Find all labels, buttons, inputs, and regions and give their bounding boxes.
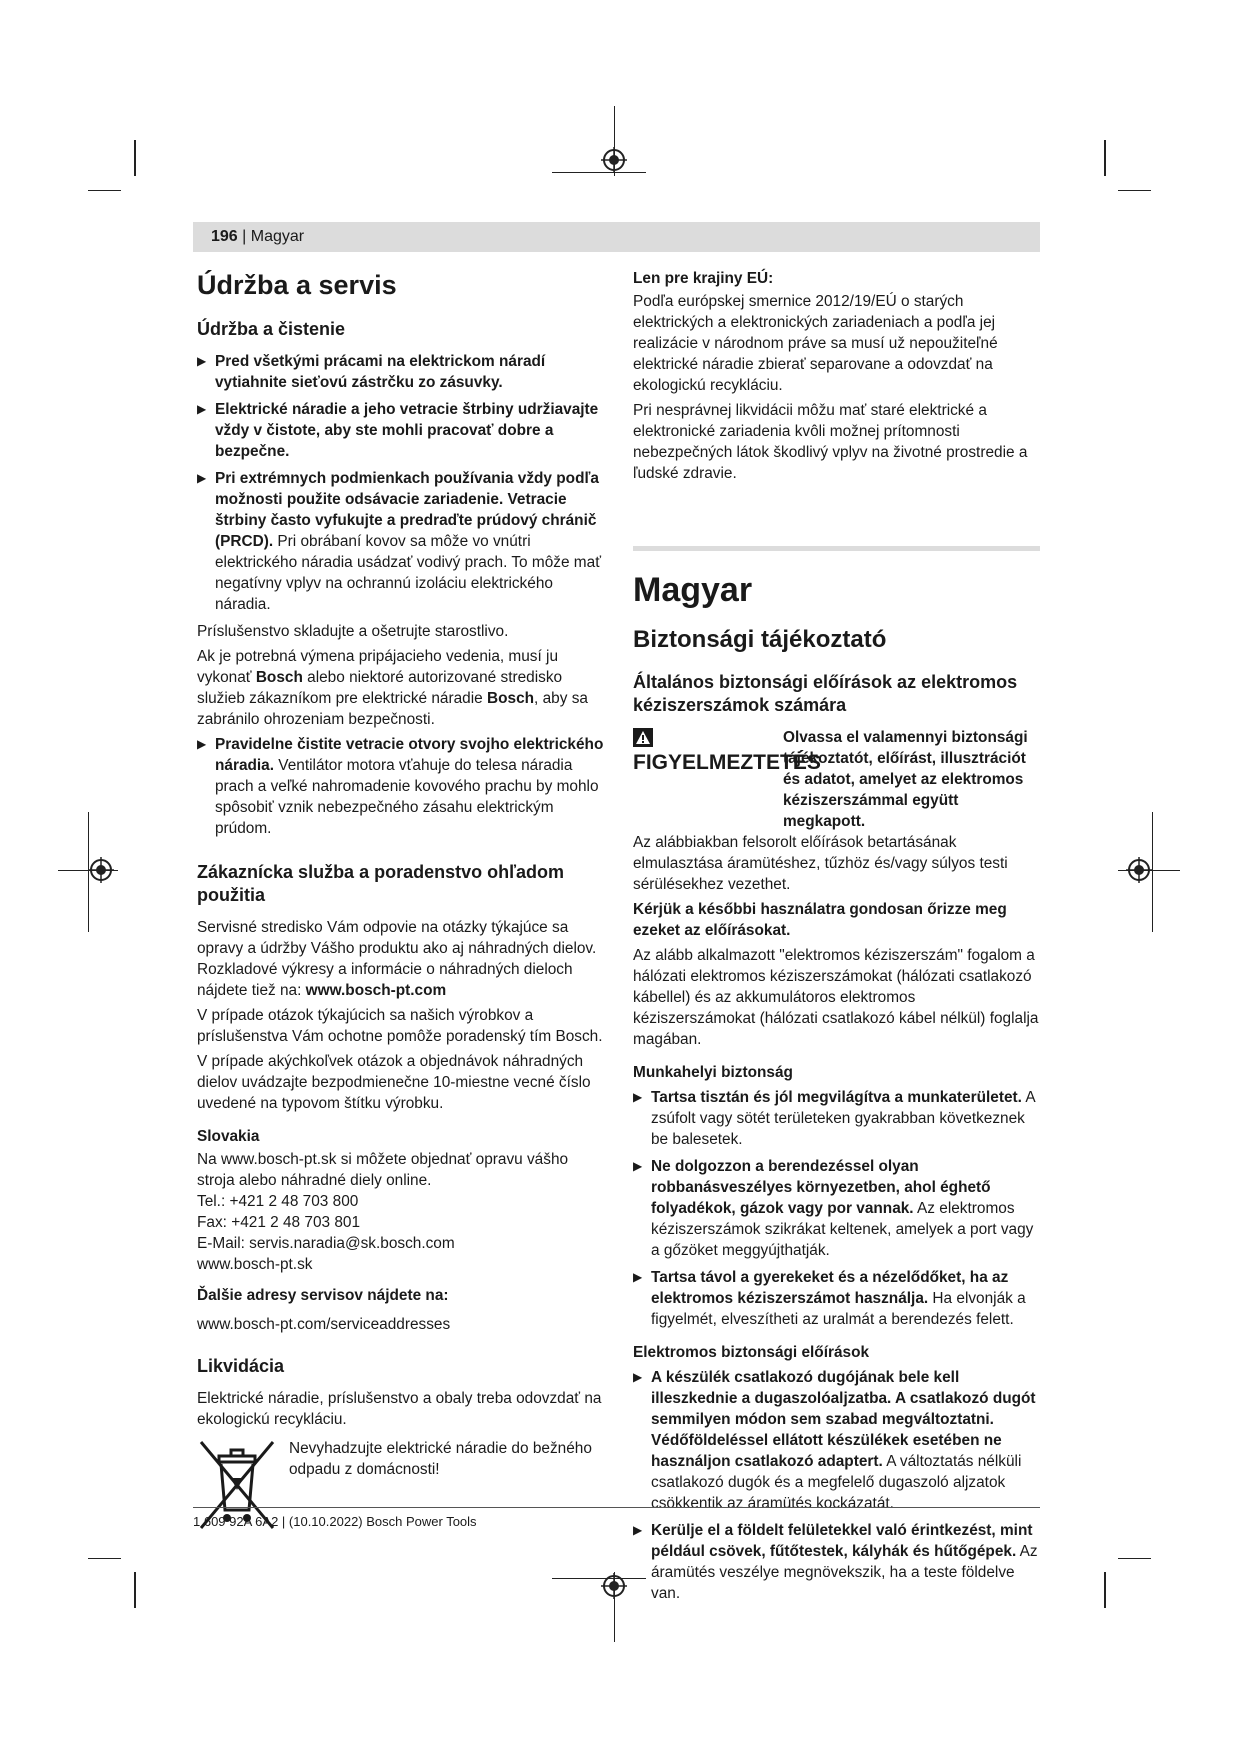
eu-title: Len pre krajiny EÚ: xyxy=(633,270,774,287)
page-footer xyxy=(193,1507,1040,1529)
crop-mark xyxy=(552,1578,646,1579)
triangle-right-icon: ▶ xyxy=(633,1523,643,1537)
section-divider xyxy=(633,546,1040,551)
list-item: ▶ Pravidelne čistite vetracie otvory svojho elektrického náradia. Ventilátor motora vťahuje do telesa náradia prach a veľké nahromadenie kovového prachu by mohlo spôsobiť vznik nebezpečného zásahu elektrickým prúdom. xyxy=(197,736,604,837)
crop-mark xyxy=(552,172,646,173)
triangle-right-icon: ▶ xyxy=(197,737,207,751)
paragraph: V prípade akýchkoľvek otázok a objednávok náhradných dielov uvádzajte bezpodmienečne 10-miestne vecné číslo uvedené na typovom štítku výrobku. xyxy=(197,1053,591,1112)
paragraph: Az alábbiakban felsorolt előírások betartásának elmulasztása áramütéshez, tűzhöz és/vagy súlyos testi sérülésekhez vezethet. xyxy=(633,834,1008,893)
section-title-safety: Biztonsági tájékoztató xyxy=(633,626,887,653)
crop-mark xyxy=(1118,190,1151,191)
warning-label: FIGYELMEZTETÉS xyxy=(633,751,821,774)
list-item: ▶ Ne dolgozzon a berendezéssel olyan robbanásveszélyes környezetben, ahol éghető folyadékok, gázok vagy por vannak. Az elektromos kéziszerszámok szikrákat keltenek, amelyek a port vagy a gőzöket meggyújthatják. xyxy=(633,1158,1034,1259)
triangle-right-icon: ▶ xyxy=(197,402,207,416)
triangle-right-icon: ▶ xyxy=(633,1270,643,1284)
list-item: ▶ Elektrické náradie a jeho vetracie štrbiny udržiavajte vždy v čistote, aby ste mohli pracovať dobre a bezpečne. xyxy=(197,401,599,460)
paragraph: Az alább alkalmazott "elektromos kéziszerszám" fogalom a hálózati elektromos kéziszerszámokat (hálózati csatlakozó kábellel) és az akkumulátoros elektromos kéziszerszámokat (hálózati csatlakozó kábel nélkül) foglalja magában. xyxy=(633,947,1039,1048)
electric-safety-title: Elektromos biztonsági előírások xyxy=(633,1344,870,1361)
footer-text: 1 609 92A 6A2 | (10.10.2022) Bosch Power Tools xyxy=(193,1514,477,1529)
country-title: Slovakia xyxy=(197,1128,260,1145)
paragraph: Kérjük a későbbi használatra gondosan őrizze meg ezeket az előírásokat. xyxy=(633,901,1007,939)
crop-mark xyxy=(88,190,121,191)
registration-mark-icon xyxy=(1126,857,1152,883)
warning-text: Olvassa el valamennyi biztonsági tájékoztatót, előírást, illusztrációt és adatot, amelyet az elektromos kéziszerszámmal együtt megkapott. xyxy=(783,729,1028,830)
warning-triangle-icon xyxy=(633,728,653,747)
paragraph: Servisné stredisko Vám odpovie na otázky týkajúce sa opravy a údržby Vášho produktu ako aj náhradných dielov. Rozkladové výkresy a informácie o náhradných dieloch nájdete tiež na: www.bosch-pt.com xyxy=(197,919,597,999)
triangle-right-icon: ▶ xyxy=(633,1370,643,1384)
crop-mark xyxy=(1118,1558,1151,1559)
list-item: ▶ Kerülje el a földelt felületekkel való érintkezést, mint például csövek, fűtőtestek, kályhák és hűtőgépek. Az áramütés veszélye megnövekszik, ha a teste földelve van. xyxy=(633,1522,1038,1602)
triangle-right-icon: ▶ xyxy=(197,471,207,485)
email-link[interactable]: E-Mail: servis.naradia@sk.bosch.com xyxy=(197,1235,455,1252)
section-title-maintenance: Údržba a servis xyxy=(197,270,397,300)
crop-mark xyxy=(1104,1572,1106,1608)
paragraph: V prípade otázok týkajúcich sa našich výrobkov a príslušenstva Vám ochotne pomôže poradenský tím Bosch. xyxy=(197,1007,603,1045)
registration-mark-icon xyxy=(601,147,627,173)
warning-block xyxy=(633,727,1040,832)
crop-mark xyxy=(1104,140,1106,176)
crop-mark xyxy=(88,1558,121,1559)
left-column xyxy=(197,262,604,1532)
list-item: ▶ Pri extrémnych podmienkach používania vždy podľa možnosti použite odsávacie zariadenie. Vetracie štrbiny často vyfukujte a predraďte prúdový chránič (PRCD). Pri obrábaní kovov sa môže vo vnútri elektrického náradia usádzať vodivý prach. To môže mať negatívny vplyv na ochrannú izoláciu elektrického náradia. xyxy=(197,470,601,613)
list-item: ▶ A készülék csatlakozó dugójának bele kell illeszkednie a dugaszolóaljzatba. A csatlakozó dugót semmilyen módon sem szabad megváltoztatni. Védőföldeléssel ellátott készülékek esetében ne használjon csatlakozó adaptert. A változtatás nélküli csatlakozó dugók és a megfelelő dugaszoló aljzatok csökkentik az áramütés kockázatát. xyxy=(633,1369,1036,1512)
website-link[interactable]: www.bosch-pt.sk xyxy=(197,1256,313,1273)
addresses-link[interactable]: www.bosch-pt.com/serviceaddresses xyxy=(197,1316,451,1333)
addresses-title: Ďalšie adresy servisov nájdete na: xyxy=(197,1287,449,1304)
paragraph: Pri nesprávnej likvidácii môžu mať staré elektrické a elektronické zariadenia kvôli možnej prítomnosti nebezpečných látok škodlivý vplyv na životné prostredie a ľudské zdravie. xyxy=(633,402,1028,482)
paragraph: Elektrické náradie, príslušenstvo a obaly treba odovzdať na ekologickú recykláciu. xyxy=(197,1390,602,1428)
header-separator: | xyxy=(237,228,251,245)
work-area-title: Munkahelyi biztonság xyxy=(633,1064,793,1081)
subsection-title-disposal: Likvidácia xyxy=(197,1356,285,1376)
subsection-title-customer-service: Zákaznícka služba a poradenstvo ohľadom použitia xyxy=(197,862,565,905)
registration-mark-icon xyxy=(88,857,114,883)
crop-mark xyxy=(134,140,136,176)
list-item: ▶ Tartsa távol a gyerekeket és a nézelődőket, ha az elektromos kéziszerszámot használja. Ha elvonják a figyelmét, elveszítheti az uralmát a berendezés felett. xyxy=(633,1269,1026,1328)
triangle-right-icon: ▶ xyxy=(633,1159,643,1173)
phone: Tel.: +421 2 48 703 800 xyxy=(197,1193,359,1210)
paragraph: Na www.bosch-pt.sk si môžete objednať opravu vášho stroja alebo náhradné diely online. xyxy=(197,1151,569,1189)
registration-mark-icon xyxy=(601,1573,627,1599)
list-item: ▶ Tartsa tisztán és jól megvilágítva a munkaterületet. A zsúfolt vagy sötét területeken gyakrabban következnek be balesetek. xyxy=(633,1089,1035,1148)
page-header xyxy=(193,222,1040,252)
paragraph: Podľa európskej smernice 2012/19/EÚ o starých elektrických a elektronických zariadeniach a podľa jej realizácie v národnom práve sa musí už nepoužiteľné elektrické náradie zbierať separovane a odovzdať na ekologickú recykláciu. xyxy=(633,293,998,394)
right-column xyxy=(633,262,1040,1610)
triangle-right-icon: ▶ xyxy=(633,1090,643,1104)
paragraph: Príslušenstvo skladujte a ošetrujte starostlivo. xyxy=(197,623,509,640)
crop-mark xyxy=(134,1572,136,1608)
crop-mark xyxy=(1152,812,1153,932)
page-number: 196 xyxy=(211,228,238,245)
triangle-right-icon: ▶ xyxy=(197,354,207,368)
subsection-title-general: Általános biztonsági előírások az elektromos kéziszerszámok számára xyxy=(633,672,1018,715)
disposal-warning: Nevyhadzujte elektrické náradie do bežného odpadu z domácnosti! xyxy=(289,1440,592,1478)
subsection-title-cleaning: Údržba a čistenie xyxy=(197,319,346,339)
service-link[interactable]: www.bosch-pt.com xyxy=(305,982,447,999)
paragraph: Ak je potrebná výmena pripájacieho vedenia, musí ju vykonať Bosch alebo niektoré autorizované stredisko služieb zákazníkom pre elektrické náradie Bosch, aby sa zabránilo ohrozeniam bezpečnosti. xyxy=(197,648,588,728)
list-item: ▶ Pred všetkými prácami na elektrickom náradí vytiahnite sieťovú zástrčku zo zásuvky. xyxy=(197,353,546,391)
language-title: Magyar xyxy=(633,571,753,609)
fax: Fax: +421 2 48 703 801 xyxy=(197,1214,361,1231)
header-language: Magyar xyxy=(250,228,305,245)
